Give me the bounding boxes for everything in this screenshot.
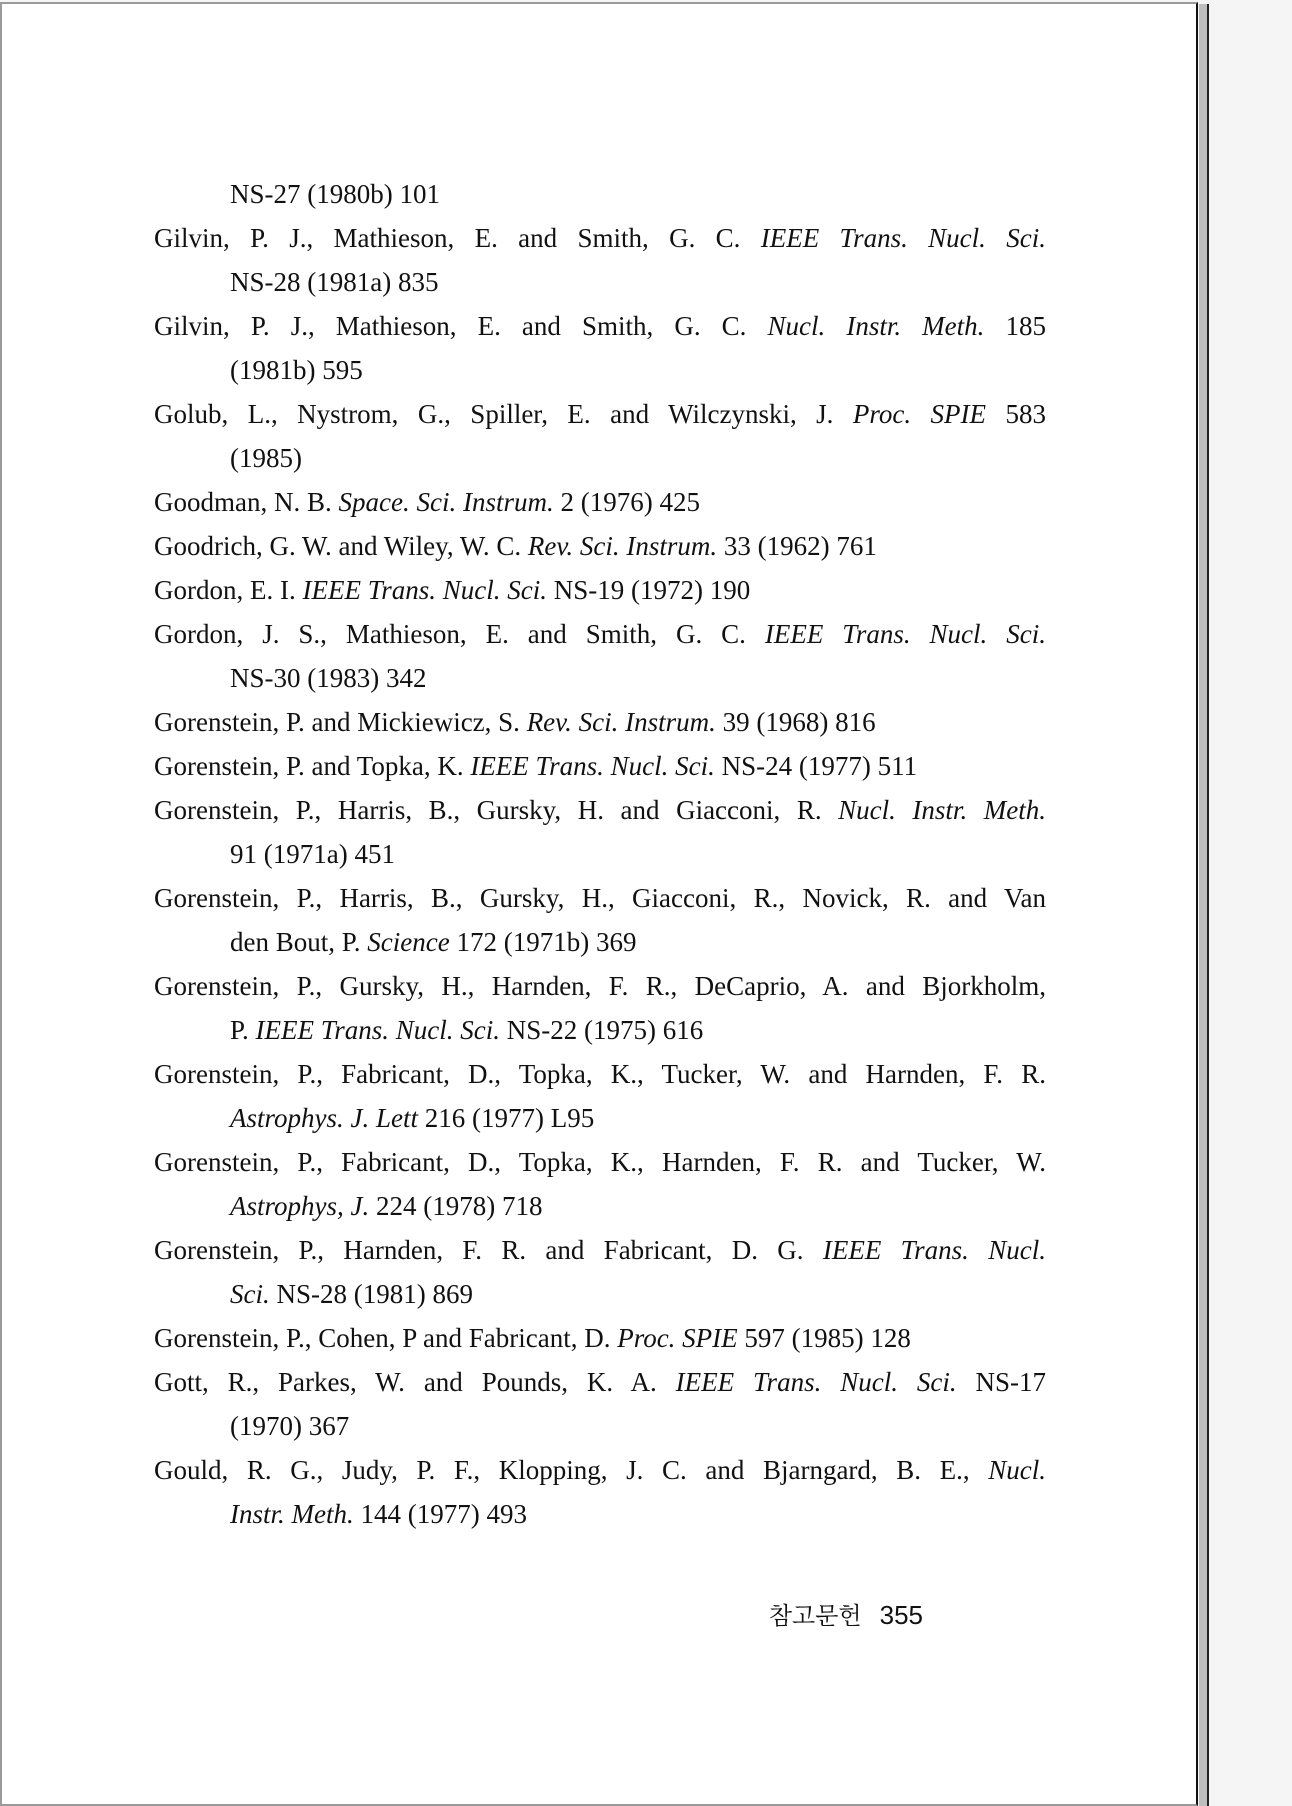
journal-title: Instr. Meth. <box>230 1499 354 1529</box>
page-number: 355 <box>879 1600 923 1630</box>
reference-list <box>154 172 1046 1536</box>
reference-text: NS-30 (1983) 342 <box>230 663 427 693</box>
reference-text: NS-22 (1975) 616 <box>500 1015 704 1045</box>
reference-line <box>154 1316 1046 1360</box>
reference-text: Gorenstein, P. and Topka, K. <box>154 751 471 781</box>
reference-text: 33 (1962) 761 <box>717 531 877 561</box>
reference-text: NS-24 (1977) 511 <box>714 751 918 781</box>
reference-line <box>154 612 1046 656</box>
reference-line <box>154 392 1046 436</box>
reference-line <box>154 216 1046 260</box>
reference-text: 185 <box>984 311 1046 341</box>
reference-continuation-line <box>154 348 1046 392</box>
reference-continuation-line <box>154 656 1046 700</box>
reference-text: Golub, L., Nystrom, G., Spiller, E. and Wilczynski, J. <box>154 399 853 429</box>
journal-title: Proc. SPIE <box>852 399 987 429</box>
reference-continuation-line <box>154 260 1046 304</box>
reference-continuation-line <box>154 1492 1046 1536</box>
journal-title: Rev. Sci. Instrum. <box>527 531 718 561</box>
reference-continuation-line <box>154 1096 1046 1140</box>
journal-title: Proc. SPIE <box>617 1323 738 1353</box>
reference-continuation-line <box>154 1272 1046 1316</box>
reference-text: den Bout, P. <box>230 927 368 957</box>
reference-line <box>154 700 1046 744</box>
reference-line <box>154 480 1046 524</box>
reference-continuation-line <box>154 1184 1046 1228</box>
reference-text: Gorenstein, P., Harris, B., Gursky, H. and Giacconi, R. <box>154 795 839 825</box>
reference-text: 2 (1976) 425 <box>553 487 700 517</box>
reference-line <box>154 1052 1046 1096</box>
reference-text: Gorenstein, P. and Mickiewicz, S. <box>154 707 527 737</box>
journal-title: Nucl. <box>988 1455 1046 1485</box>
journal-title: Science <box>367 927 450 957</box>
reference-line <box>154 788 1046 832</box>
reference-text: Gorenstein, P., Fabricant, D., Topka, K., Harnden, F. R. and Tucker, W. <box>154 1147 1046 1177</box>
journal-title: Astrophys, J. <box>230 1191 370 1221</box>
journal-title: Nucl. Instr. Meth. <box>838 795 1046 825</box>
reference-text: 172 (1971b) 369 <box>449 927 637 957</box>
reference-line <box>154 1448 1046 1492</box>
reference-text: 224 (1978) 718 <box>369 1191 543 1221</box>
reference-text: (1981b) 595 <box>230 355 363 385</box>
reference-text: P. <box>230 1015 256 1045</box>
document-page <box>0 2 1198 1806</box>
reference-text: 91 (1971a) 451 <box>230 839 395 869</box>
reference-text: 39 (1968) 816 <box>715 707 876 737</box>
reference-text: Gott, R., Parkes, W. and Pounds, K. A. <box>154 1367 676 1397</box>
reference-text: NS-19 (1972) 190 <box>546 575 751 605</box>
reference-line <box>154 304 1046 348</box>
reference-text: Gorenstein, P., Harnden, F. R. and Fabricant, D. G. <box>154 1235 823 1265</box>
journal-title: Space. Sci. Instrum. <box>338 487 554 517</box>
journal-title: IEEE Trans. Nucl. <box>822 1235 1046 1265</box>
reference-text: Gilvin, P. J., Mathieson, E. and Smith, G. C. <box>154 311 768 341</box>
journal-title: IEEE Trans. Nucl. Sci. <box>760 223 1046 253</box>
reference-text: NS-28 (1981) 869 <box>269 1279 473 1309</box>
journal-title: Nucl. Instr. Meth. <box>767 311 985 341</box>
reference-text: NS-17 <box>956 1367 1046 1397</box>
journal-title: Rev. Sci. Instrum. <box>526 707 716 737</box>
reference-text: 216 (1977) L95 <box>418 1103 595 1133</box>
reference-continuation-line <box>154 172 1046 216</box>
reference-continuation-line <box>154 1404 1046 1448</box>
reference-text: Gould, R. G., Judy, P. F., Klopping, J. C. and Bjarngard, B. E., <box>154 1455 989 1485</box>
reference-text: NS-27 (1980b) 101 <box>230 179 440 209</box>
journal-title: Astrophys. J. Lett <box>230 1103 418 1133</box>
reference-text: Goodrich, G. W. and Wiley, W. C. <box>154 531 528 561</box>
reference-text: (1970) 367 <box>230 1411 350 1441</box>
reference-line <box>154 876 1046 920</box>
reference-text: Gorenstein, P., Harris, B., Gursky, H., Giacconi, R., Novick, R. and Van <box>154 883 1046 913</box>
reference-line <box>154 964 1046 1008</box>
reference-text: Gordon, J. S., Mathieson, E. and Smith, G. C. <box>154 619 765 649</box>
reference-text: Goodman, N. B. <box>154 487 339 517</box>
journal-title: Sci. <box>230 1279 270 1309</box>
reference-text: 144 (1977) 493 <box>353 1499 527 1529</box>
reference-continuation-line <box>154 1008 1046 1052</box>
reference-text: NS-28 (1981a) 835 <box>230 267 439 297</box>
reference-text: Gorenstein, P., Gursky, H., Harnden, F. R., DeCaprio, A. and Bjorkholm, <box>154 971 1046 1001</box>
reference-continuation-line <box>154 832 1046 876</box>
journal-title: IEEE Trans. Nucl. Sci. <box>675 1367 957 1397</box>
reference-text: Gordon, E. I. <box>154 575 303 605</box>
reference-line <box>154 1360 1046 1404</box>
reference-continuation-line <box>154 920 1046 964</box>
reference-text: 597 (1985) 128 <box>737 1323 911 1353</box>
reference-line <box>154 524 1046 568</box>
journal-title: IEEE Trans. Nucl. Sci. <box>255 1015 501 1045</box>
journal-title: IEEE Trans. Nucl. Sci. <box>470 751 715 781</box>
reference-text: Gorenstein, P., Cohen, P and Fabricant, D. <box>154 1323 618 1353</box>
journal-title: IEEE Trans. Nucl. Sci. <box>302 575 547 605</box>
reference-line <box>154 1228 1046 1272</box>
reference-text: Gilvin, P. J., Mathieson, E. and Smith, G. C. <box>154 223 761 253</box>
page-edge-shadow <box>1199 4 1209 1806</box>
footer-section-title: 참고문헌 <box>768 1602 862 1630</box>
reference-line <box>154 744 1046 788</box>
page-footer <box>769 1596 923 1631</box>
reference-continuation-line <box>154 436 1046 480</box>
reference-text: Gorenstein, P., Fabricant, D., Topka, K., Tucker, W. and Harnden, F. R. <box>154 1059 1046 1089</box>
reference-text: (1985) <box>230 443 302 473</box>
reference-line <box>154 1140 1046 1184</box>
reference-text: 583 <box>986 399 1046 429</box>
journal-title: IEEE Trans. Nucl. Sci. <box>764 619 1046 649</box>
reference-line <box>154 568 1046 612</box>
